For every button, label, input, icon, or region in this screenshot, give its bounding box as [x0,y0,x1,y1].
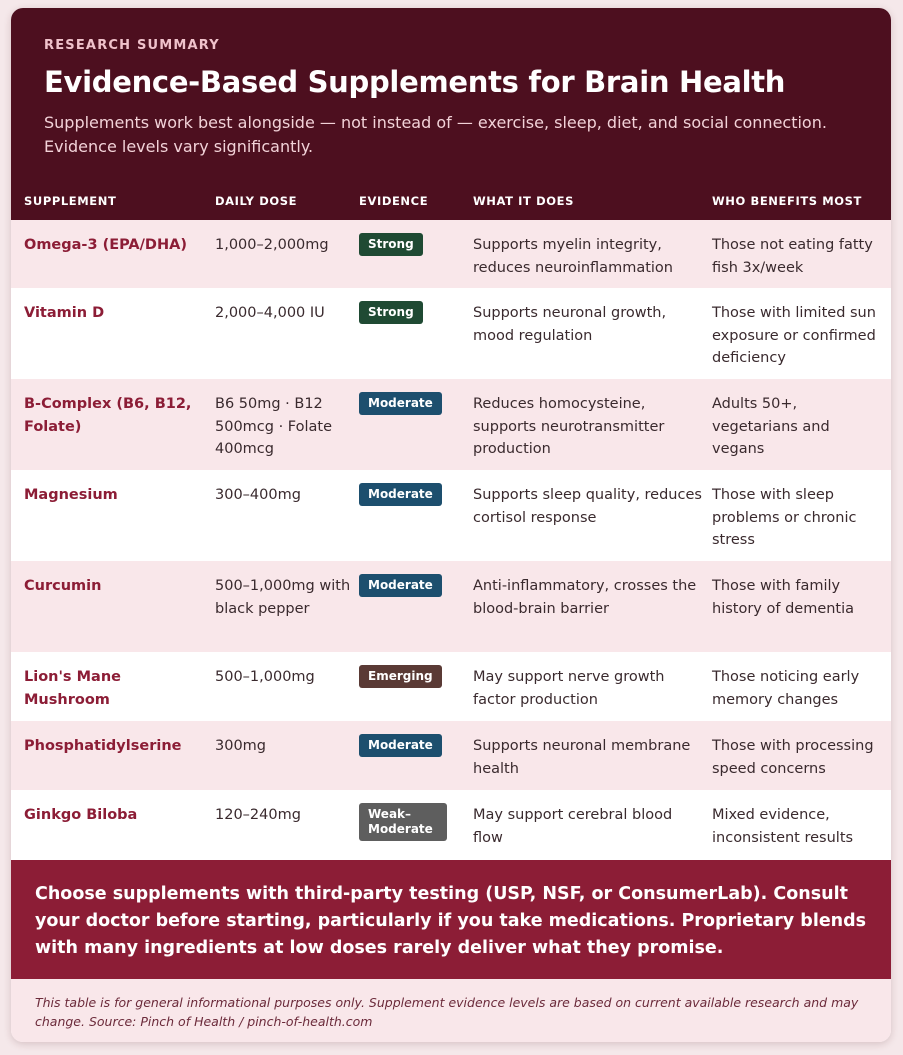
daily-dose: 2,000–4,000 IU [215,305,325,321]
who-benefits: Those noticing early memory changes [712,669,860,708]
what-it-does: Supports neuronal growth, mood regulation [473,305,667,344]
who-benefits: Those with family history of dementia [712,578,855,617]
supplement-name: Omega-3 (EPA/DHA) [24,237,187,253]
who-benefits: Adults 50+, vegetarians and vegans [712,396,830,457]
column-header-supplement: SUPPLEMENT [24,194,117,208]
who-benefits: Those with limited sun exposure or confirmed deficiency [712,305,876,366]
table-row [11,470,891,561]
evidence-cell [359,574,467,597]
column-header-who: WHO BENEFITS MOST [712,194,863,208]
supplement-name: Ginkgo Biloba [24,807,138,823]
page-subtitle: Supplements work best alongside — not instead of — exercise, sleep, diet, and social connection. Evidence levels vary significantly. [44,113,827,156]
supplement-name: Curcumin [24,578,102,594]
evidence-badge: Moderate [359,574,442,597]
what-it-does: May support cerebral blood flow [473,807,673,846]
table-row [11,220,891,288]
page-title: Evidence-Based Supplements for Brain Health [44,65,786,99]
supplement-name: Lion's Mane Mushroom [24,669,121,708]
supplement-name: Vitamin D [24,305,105,321]
evidence-cell [359,734,467,757]
what-it-does: Supports myelin integrity, reduces neuroinflammation [473,237,673,276]
daily-dose: 500–1,000mg [215,669,315,685]
evidence-cell [359,483,467,506]
table-body [11,220,891,859]
evidence-cell [359,392,467,415]
evidence-cell [359,233,467,256]
who-benefits: Those with sleep problems or chronic stress [712,487,857,548]
eyebrow-label: RESEARCH SUMMARY [44,38,220,53]
daily-dose: 500–1,000mg with black pepper [215,578,351,617]
table-row [11,561,891,652]
table-row [11,790,891,859]
table-header [11,182,891,220]
daily-dose: 300mg [215,738,267,754]
daily-dose: B6 50mg · B12 500mcg · Folate 400mcg [215,396,333,457]
who-benefits: Those not eating fatty fish 3x/week [712,237,873,276]
evidence-badge: Moderate [359,734,442,757]
disclaimer-text: This table is for general informational purposes only. Supplement evidence levels are based on current available research and may change. Source: Pinch of Health / pinch-of-health.com [11,979,891,1042]
table-row [11,288,891,379]
card-header [11,8,891,220]
table-row [11,652,891,721]
column-header-evidence: EVIDENCE [359,194,429,208]
evidence-badge: Moderate [359,392,442,415]
what-it-does: Supports neuronal membrane health [473,738,691,777]
who-benefits: Those with processing speed concerns [712,738,874,777]
what-it-does: Anti-inflammatory, crosses the blood-brain barrier [473,578,697,617]
evidence-cell [359,665,467,688]
supplement-name: Phosphatidylserine [24,738,182,754]
daily-dose: 300–400mg [215,487,301,503]
column-header-what: WHAT IT DOES [473,194,574,208]
column-header-dose: DAILY DOSE [215,194,298,208]
evidence-badge: Strong [359,233,423,256]
supplement-name: Magnesium [24,487,118,503]
evidence-cell [359,803,467,841]
summary-card [11,8,891,1042]
guidance-callout: Choose supplements with third-party testing (USP, NSF, or ConsumerLab). Consult your doctor before starting, particularly if you take medications. Proprietary blends with many ingredients at low doses rarely deliver what they promise. [11,860,891,979]
supplement-name: B-Complex (B6, B12, Folate) [24,396,192,435]
daily-dose: 120–240mg [215,807,301,823]
table-row [11,379,891,470]
evidence-badge: Emerging [359,665,442,688]
evidence-badge: Strong [359,301,423,324]
table-row [11,721,891,790]
what-it-does: Supports sleep quality, reduces cortisol response [473,487,702,526]
what-it-does: Reduces homocysteine, supports neurotransmitter production [473,396,665,457]
who-benefits: Mixed evidence, inconsistent results [712,807,854,846]
what-it-does: May support nerve growth factor production [473,669,665,708]
evidence-cell [359,301,467,324]
evidence-badge: Weak–Moderate [359,803,447,841]
daily-dose: 1,000–2,000mg [215,237,329,253]
evidence-badge: Moderate [359,483,442,506]
